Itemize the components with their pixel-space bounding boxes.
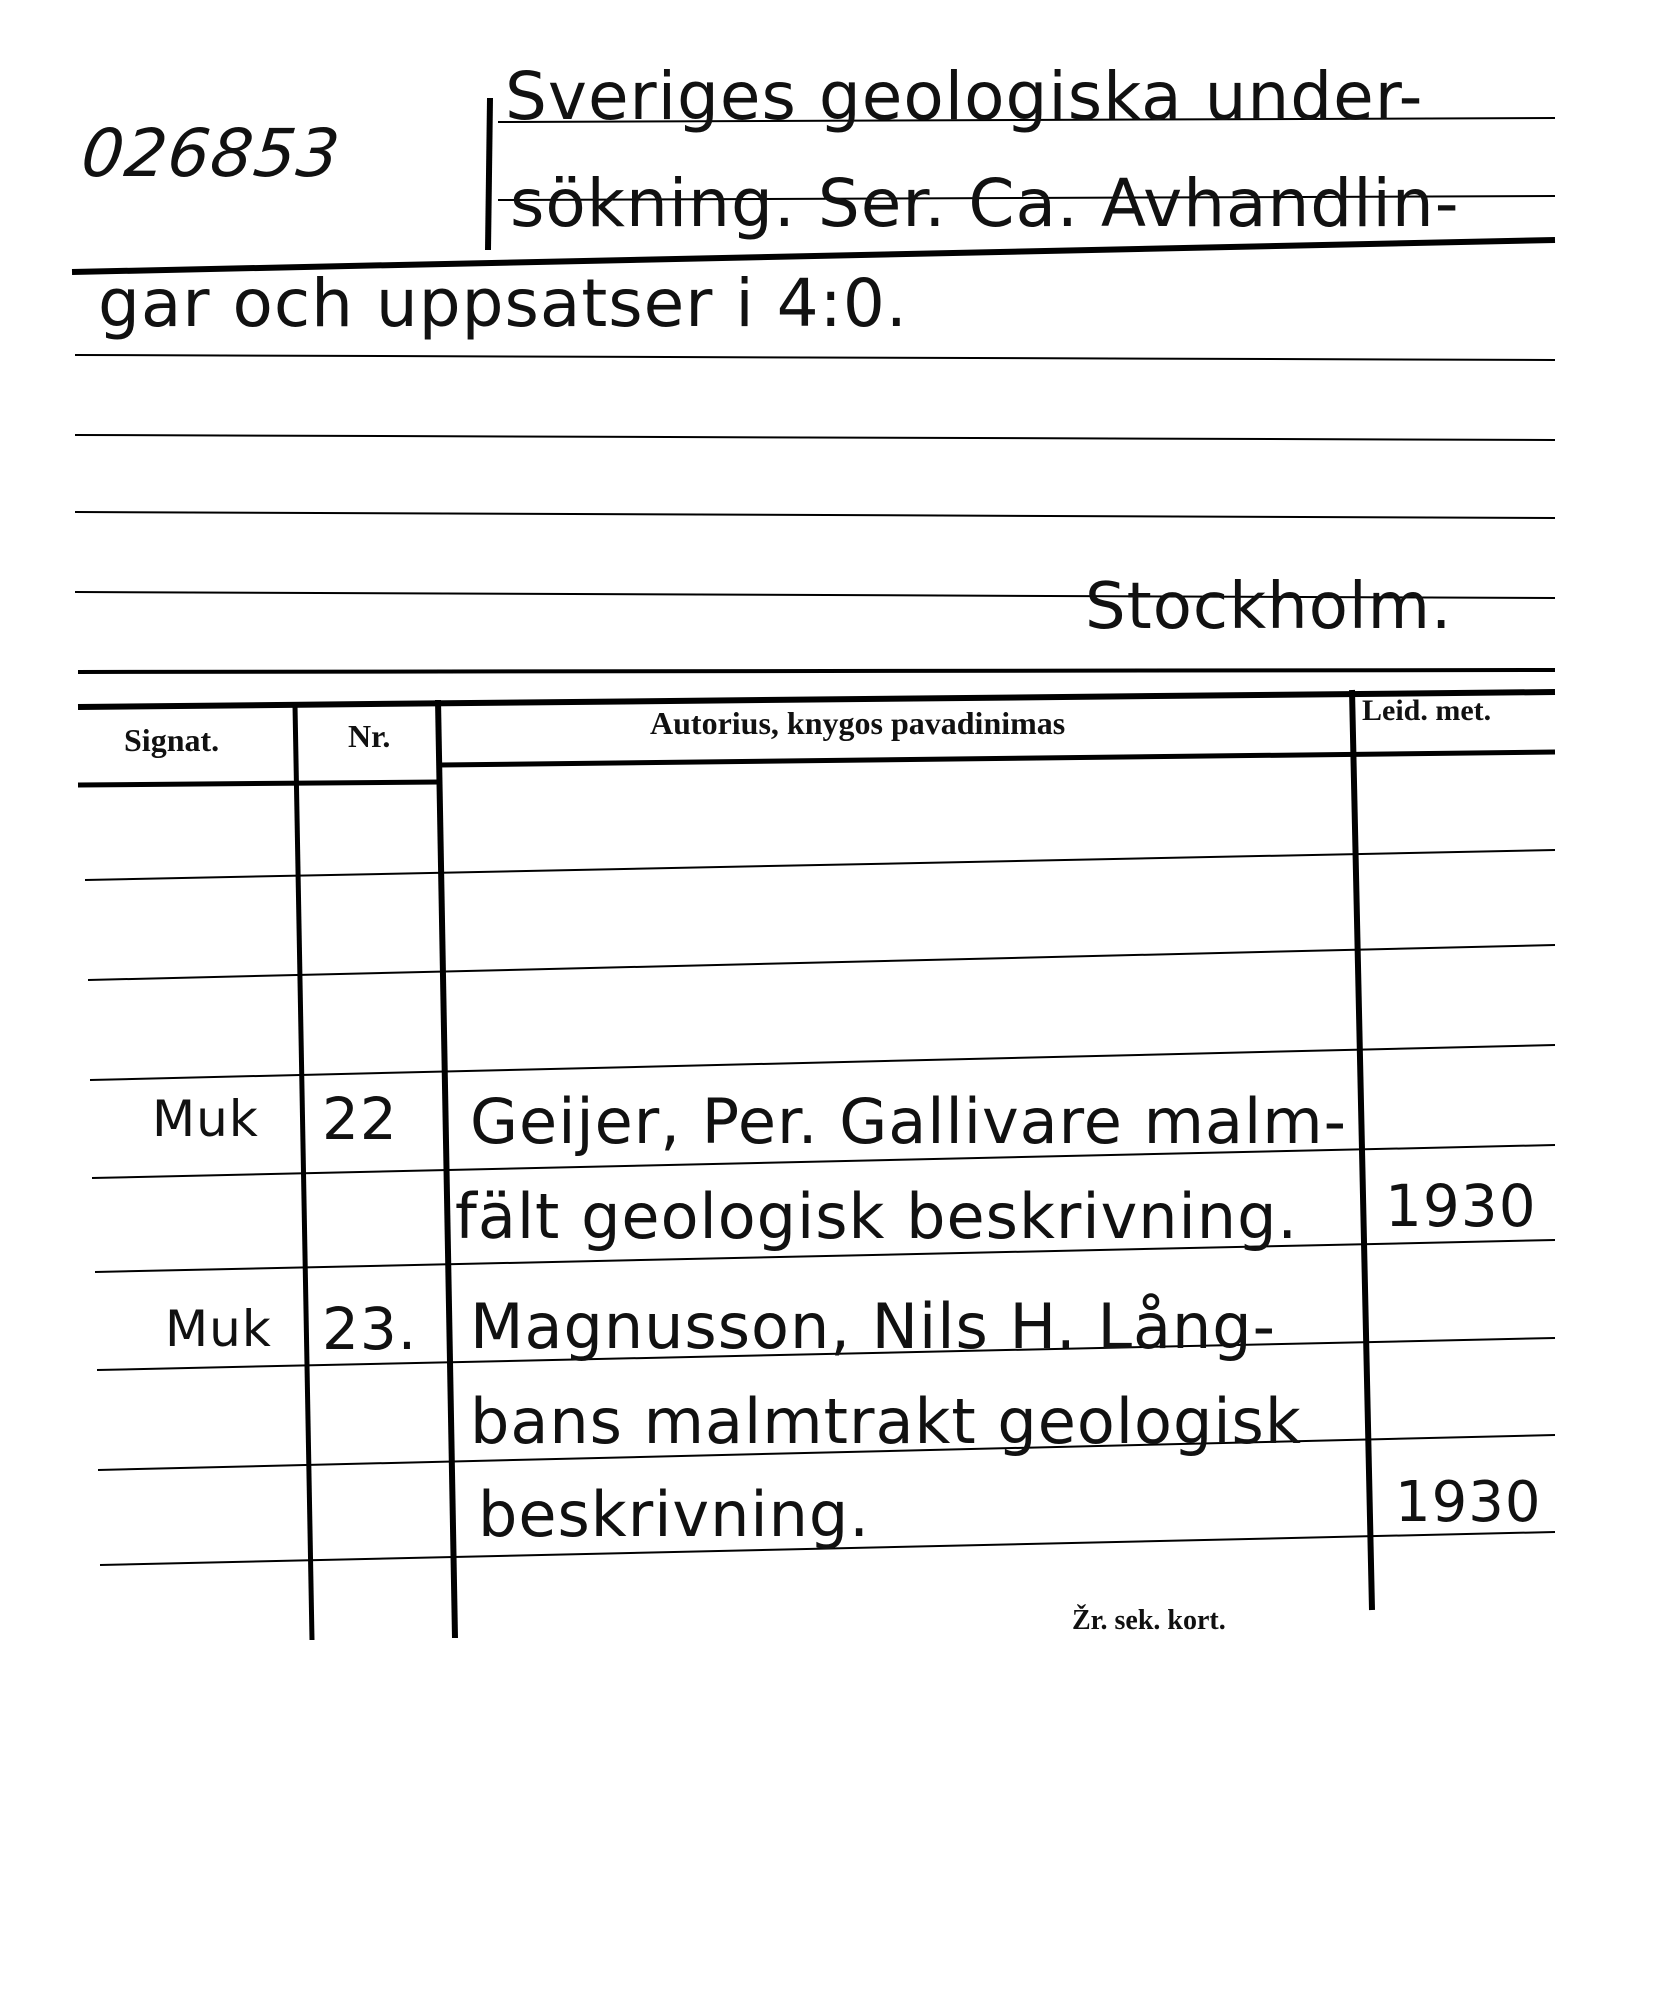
row-year: 1930 <box>1395 1470 1542 1535</box>
column-header-nr: Nr. <box>348 718 391 754</box>
place-of-publication: Stockholm. <box>1085 570 1453 644</box>
row-title-line: Geijer, Per. Gallivare malm- <box>470 1085 1347 1158</box>
row-year: 1930 <box>1385 1172 1537 1240</box>
row-title-line: fält geologisk beskrivning. <box>455 1180 1299 1253</box>
row-title-line: bans malmtrakt geologisk <box>470 1385 1302 1458</box>
catalog-number: 026853 <box>78 115 345 192</box>
column-header-title: Autorius, knygos pavadinimas <box>650 705 1066 741</box>
row-signat: Muk <box>152 1090 259 1148</box>
column-header-leid: Leid. met. <box>1362 694 1492 727</box>
row-title-line: beskrivning. <box>478 1478 870 1551</box>
row-number: 23. <box>322 1295 418 1363</box>
row-title-line: Magnusson, Nils H. Lång- <box>470 1290 1277 1363</box>
title-line-1: Sveriges geologiska under- <box>505 58 1424 135</box>
title-line-2: sökning. Ser. Ca. Avhandlin- <box>510 165 1460 242</box>
row-number: 22 <box>322 1085 398 1153</box>
row-signat: Muk <box>165 1300 272 1358</box>
column-header-signat: Signat. <box>124 722 220 758</box>
title-line-3: gar och uppsatser i 4:0. <box>98 265 908 342</box>
footer-note: Žr. sek. kort. <box>1072 1605 1226 1636</box>
